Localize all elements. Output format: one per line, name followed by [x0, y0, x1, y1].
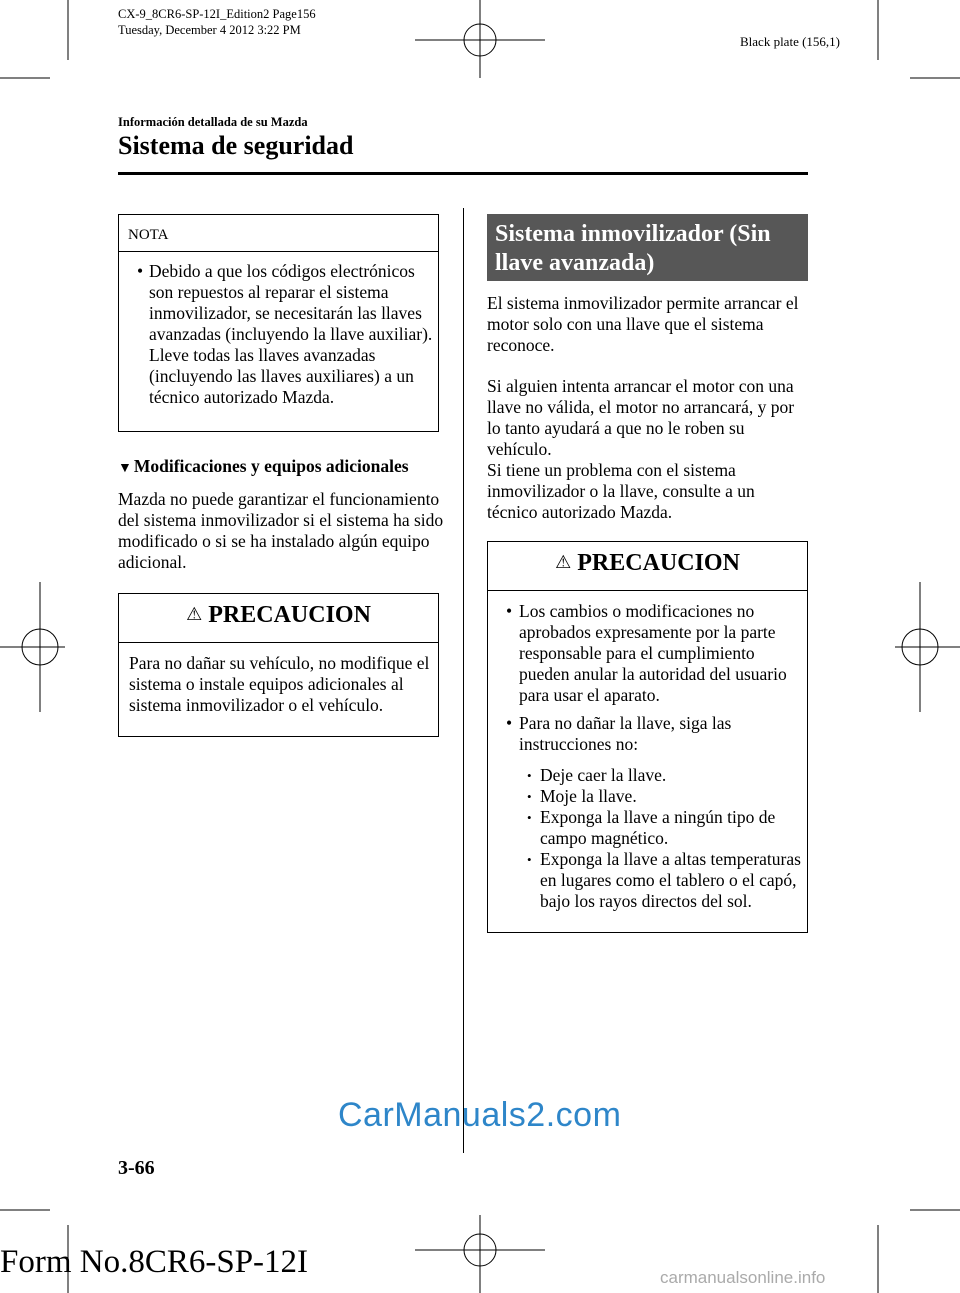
- page-title: Sistema de seguridad: [118, 131, 354, 160]
- caution-item: [519, 713, 807, 912]
- print-meta-line1: CX-9_8CR6-SP-12I_Edition2 Page156: [118, 7, 316, 21]
- caution-item-text: Para no dañar la llave, siga las instrucciones no:: [519, 713, 732, 754]
- caution-heading: [488, 542, 807, 591]
- caution-list: [488, 601, 807, 912]
- paragraph-1: El sistema inmovilizador permite arrancar el motor solo con una llave que el sistema reconoce.: [487, 293, 799, 355]
- caution-subitem: • Deje caer la llave.: [540, 765, 807, 786]
- warning-icon: ⚠: [555, 552, 572, 572]
- caution-subitem: • Moje la llave.: [540, 786, 807, 807]
- caution-heading: [119, 594, 438, 643]
- page-number: 3-66: [118, 1157, 155, 1179]
- note-heading: NOTA: [119, 215, 438, 252]
- print-meta-line2: Tuesday, December 4 2012 3:22 PM: [118, 23, 301, 37]
- triangle-down-icon: ▼: [118, 461, 132, 476]
- caution-title-text: PRECAUCION: [577, 550, 740, 576]
- note-item: • Debido a que los códigos electrónicos son repuestos al reparar el sistema inmovilizador, se necesitarán las llaves avanzadas (incluyendo la llave auxiliar). Lleve todas las llaves avanzadas (incluyendo las llaves auxiliares) a un técnico autorizado Mazda.: [149, 261, 438, 408]
- chapter-subtitle: Información detallada de su Mazda: [118, 115, 308, 129]
- caution-text: Para no dañar su vehículo, no modifique el sistema o instale equipos adicionales al sistema inmovilizador o el vehículo.: [129, 653, 430, 715]
- section-heading-text: Modificaciones y equipos adicionales: [133, 456, 409, 476]
- warning-icon: ⚠: [186, 604, 203, 624]
- section-text: Mazda no puede garantizar el funcionamiento del sistema inmovilizador si el sistema ha sido modificado o si se ha instalado algún equipo adicional.: [118, 489, 444, 572]
- caution-box-left: [118, 593, 439, 737]
- caution-item: • Los cambios o modificaciones no aprobados expresamente por la parte responsable para el cumplimiento pueden anular la autoridad del usuario para usar el aparato.: [519, 601, 807, 706]
- caution-box-right: [487, 541, 808, 933]
- print-meta: [118, 6, 316, 38]
- paragraph-2: Si alguien intenta arrancar el motor con una llave no válida, el motor no arrancará, y por lo tanto ayudará a que no le roben su vehículo.: [487, 376, 795, 459]
- caution-subitem: • Exponga la llave a altas temperaturas en lugares como el tablero o el capó, bajo los rayos directos del sol.: [540, 849, 807, 912]
- note-list: [119, 261, 438, 408]
- caution-title-text: PRECAUCION: [208, 602, 371, 628]
- section-heading: [118, 456, 458, 477]
- column-divider: [463, 208, 464, 1153]
- note-box: [118, 214, 439, 432]
- site-footer: carmanualsonline.info: [660, 1268, 826, 1287]
- form-number: Form No.8CR6-SP-12I: [0, 1244, 309, 1280]
- caution-sublist: [519, 765, 807, 912]
- paragraph-3: Si tiene un problema con el sistema inmovilizador o la llave, consulte a un técnico autorizado Mazda.: [487, 460, 755, 522]
- section-banner: Sistema inmovilizador (Sin llave avanzada): [487, 214, 808, 281]
- title-rule: [118, 172, 808, 175]
- watermark: CarManuals2.com: [338, 1096, 622, 1134]
- plate-label: Black plate (156,1): [740, 34, 840, 49]
- caution-subitem: • Exponga la llave a ningún tipo de campo magnético.: [540, 807, 807, 849]
